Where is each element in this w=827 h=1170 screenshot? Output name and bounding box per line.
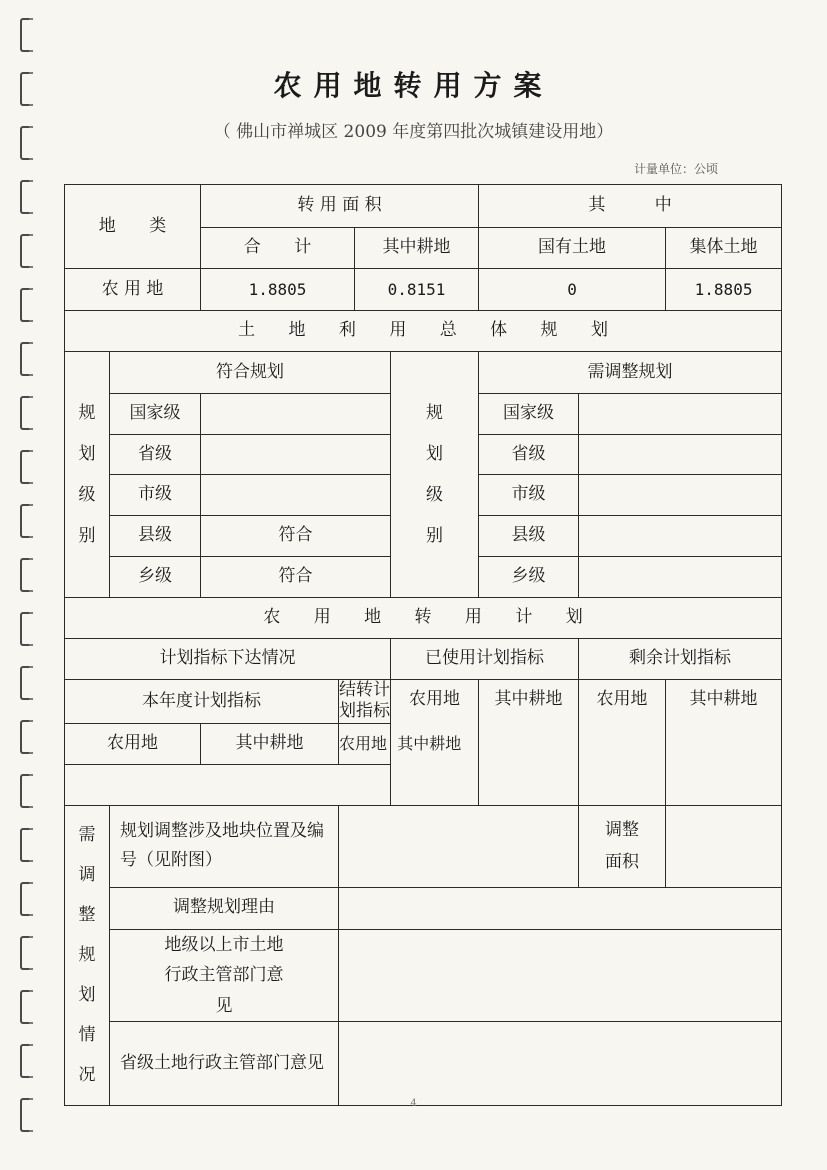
planning-level-label-left: 规划级别 bbox=[65, 352, 110, 598]
reason-label: 调整规划理由 bbox=[110, 887, 339, 929]
planning-level-label-right: 规划级别 bbox=[391, 352, 479, 598]
state-owned-value: 0 bbox=[479, 269, 666, 311]
binding-ring bbox=[20, 504, 29, 538]
total-header: 合 计 bbox=[201, 228, 355, 269]
binding-ring bbox=[20, 396, 29, 430]
state-owned-header: 国有土地 bbox=[479, 228, 666, 269]
binding-ring bbox=[20, 234, 29, 268]
used-farmland-cell: 农用地 bbox=[391, 680, 479, 806]
this-year-farmland: 农用地 bbox=[65, 723, 201, 764]
conform-township: 符合 bbox=[201, 557, 391, 598]
conform-plan-header: 符合规划 bbox=[110, 352, 391, 394]
collective-header: 集体土地 bbox=[666, 228, 782, 269]
binding-ring bbox=[20, 180, 29, 214]
conversion-plan-form bbox=[64, 184, 782, 1106]
binding-ring bbox=[20, 882, 29, 916]
total-area-value: 1.8805 bbox=[201, 269, 355, 311]
of-which-header: 其 中 bbox=[479, 185, 782, 228]
used-indicator-header: 已使用计划指标 bbox=[391, 639, 579, 680]
adjustment-side-label: 需调整规划情况 bbox=[65, 805, 110, 1106]
adjust-area-value bbox=[666, 805, 782, 887]
cultivated-area-value: 0.8151 bbox=[355, 269, 479, 311]
carryover-cultivated: 其中耕地 bbox=[397, 733, 462, 753]
province-opinion-value bbox=[339, 1022, 782, 1106]
remaining-indicator-header: 剩余计划指标 bbox=[579, 639, 782, 680]
binding-ring bbox=[20, 450, 29, 484]
city-opinion-label: 地级以上市土地行政主管部门意见 bbox=[110, 929, 339, 1022]
land-type-header: 地 类 bbox=[65, 185, 201, 269]
binding-rings bbox=[14, 0, 38, 1170]
cultivated-header: 其中耕地 bbox=[355, 228, 479, 269]
level-township-left: 乡级 bbox=[110, 557, 201, 598]
conversion-area-header: 转 用 面 积 bbox=[201, 185, 479, 228]
conform-national bbox=[201, 394, 391, 435]
binding-ring bbox=[20, 990, 29, 1024]
adjust-township bbox=[579, 557, 782, 598]
level-national-left: 国家级 bbox=[110, 394, 201, 435]
adjust-plan-header: 需调整规划 bbox=[479, 352, 782, 394]
adjust-area-label: 调整面积 bbox=[579, 805, 666, 887]
conform-province bbox=[201, 435, 391, 475]
level-city-right: 市级 bbox=[479, 475, 579, 516]
plot-location-label: 规划调整涉及地块位置及编号（见附图） bbox=[110, 805, 339, 887]
binding-ring bbox=[20, 666, 29, 700]
carryover-farmland-and-cultivated bbox=[339, 723, 462, 764]
adjust-county bbox=[579, 516, 782, 557]
adjust-province bbox=[579, 435, 782, 475]
level-national-right: 国家级 bbox=[479, 394, 579, 435]
carryover-indicator-header: 结转计划指标 bbox=[339, 680, 390, 722]
binding-ring bbox=[20, 1044, 29, 1078]
master-plan-title: 土 地 利 用 总 体 规 划 bbox=[65, 311, 782, 352]
binding-ring bbox=[20, 18, 29, 52]
collective-value: 1.8805 bbox=[666, 269, 782, 311]
page-subtitle: （ 佛山市禅城区 2009 年度第四批次城镇建设用地） bbox=[213, 122, 614, 142]
this-year-cultivated: 其中耕地 bbox=[201, 723, 339, 764]
conform-city bbox=[201, 475, 391, 516]
this-year-indicator-header: 本年度计划指标 bbox=[65, 680, 339, 724]
binding-ring bbox=[20, 828, 29, 862]
adjust-city bbox=[579, 475, 782, 516]
remaining-cultivated-cell: 其中耕地 bbox=[666, 680, 782, 806]
level-county-right: 县级 bbox=[479, 516, 579, 557]
issued-indicator-header: 计划指标下达情况 bbox=[65, 639, 391, 680]
binding-ring bbox=[20, 612, 29, 646]
issued-values-blank bbox=[65, 764, 391, 805]
conform-county: 符合 bbox=[201, 516, 391, 557]
level-city-left: 市级 bbox=[110, 475, 201, 516]
level-province-right: 省级 bbox=[479, 435, 579, 475]
conversion-plan-title: 农 用 地 转 用 计 划 bbox=[65, 598, 782, 639]
unit-label: 计量单位：公顷 bbox=[634, 162, 719, 176]
level-province-left: 省级 bbox=[110, 435, 201, 475]
binding-ring bbox=[20, 774, 29, 808]
carryover-farmland: 农用地 bbox=[339, 733, 388, 753]
province-opinion-label: 省级土地行政主管部门意见 bbox=[110, 1022, 339, 1106]
page-title: 农用地转用方案 bbox=[273, 69, 554, 102]
farmland-row-label: 农 用 地 bbox=[65, 269, 201, 311]
level-county-left: 县级 bbox=[110, 516, 201, 557]
remaining-farmland-cell: 农用地 bbox=[579, 680, 666, 806]
binding-ring bbox=[20, 720, 29, 754]
adjust-national bbox=[579, 394, 782, 435]
binding-ring bbox=[20, 558, 29, 592]
binding-ring bbox=[20, 936, 29, 970]
reason-value bbox=[339, 887, 782, 929]
city-opinion-value bbox=[339, 929, 782, 1022]
used-cultivated-cell: 其中耕地 bbox=[479, 680, 579, 806]
plot-location-value bbox=[339, 805, 579, 887]
binding-ring bbox=[20, 342, 29, 376]
level-township-right: 乡级 bbox=[479, 557, 579, 598]
page-number: 4 bbox=[410, 1098, 417, 1109]
binding-ring bbox=[20, 288, 29, 322]
